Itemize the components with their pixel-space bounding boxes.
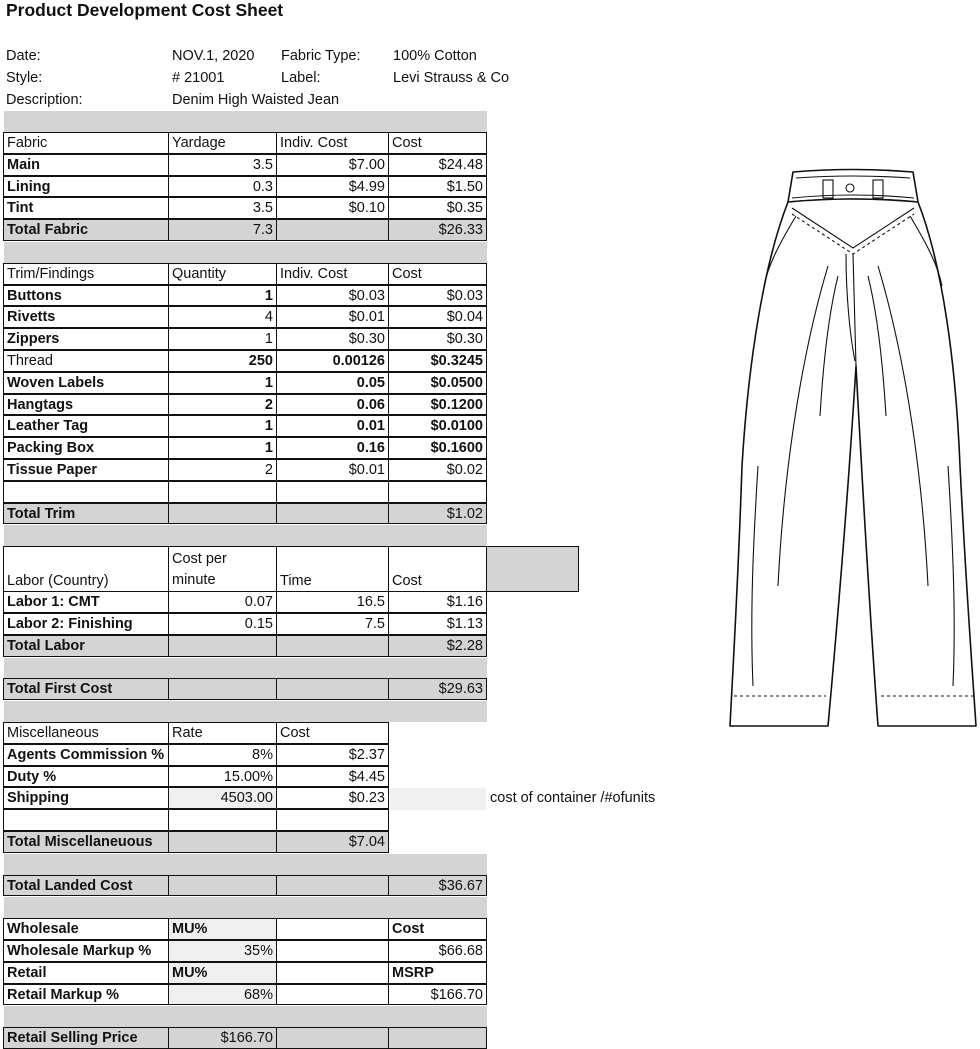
pricing-row-cell — [276, 962, 389, 984]
trim-row-cell: Woven Labels — [3, 372, 169, 394]
pricing-row-cell: Cost — [388, 918, 487, 940]
pricing-row-cell — [276, 984, 389, 1006]
description-label: Description: — [6, 92, 83, 108]
trim-row-cell: $0.0500 — [388, 372, 487, 394]
trim-row-cell: $0.30 — [276, 328, 389, 350]
total-landed-cost-cell: Total Landed Cost — [3, 875, 169, 897]
trim-row-cell: Hangtags — [3, 394, 169, 416]
style-label: Style: — [6, 70, 43, 86]
pricing-row-cell: 35% — [168, 940, 277, 962]
pricing-row-cell: 68% — [168, 984, 277, 1006]
pricing-row-cell: Retail — [3, 962, 169, 984]
fabric-row-cell: 3.5 — [168, 197, 277, 219]
trim-row-cell: $0.30 — [388, 328, 487, 350]
trim-row-cell: $0.0100 — [388, 415, 487, 437]
total-fabric-cell: $26.33 — [388, 219, 487, 241]
description-value: Denim High Waisted Jean — [172, 92, 340, 108]
total-labor-cell — [168, 635, 277, 657]
section-divider — [4, 242, 487, 263]
labor-row-cell: 7.5 — [276, 613, 389, 635]
misc-row-cell: Duty % — [3, 766, 169, 788]
misc-row-cell: $2.37 — [276, 744, 389, 766]
trim-row-cell: 0.16 — [276, 437, 389, 459]
pricing-row-cell: Wholesale Markup % — [3, 940, 169, 962]
misc-header-cell: Cost — [276, 722, 389, 744]
misc-row-cell: $0.23 — [276, 787, 389, 809]
misc-row-cell: Agents Commission % — [3, 744, 169, 766]
trim-row-cell: Leather Tag — [3, 415, 169, 437]
section-divider — [4, 854, 487, 875]
trim-row-cell: $0.1200 — [388, 394, 487, 416]
total-fabric-cell — [276, 219, 389, 241]
trim-row-cell: Tissue Paper — [3, 459, 169, 481]
page-title: Product Development Cost Sheet — [6, 0, 284, 20]
trim-row-cell: 1 — [168, 437, 277, 459]
date-label: Date: — [6, 48, 41, 64]
pricing-row-cell — [276, 940, 389, 962]
total-trim-cell — [168, 503, 277, 525]
trim-header-cell: Indiv. Cost — [276, 263, 389, 285]
labor-row-cell: Labor 2: Finishing — [3, 613, 169, 635]
trim-row-cell: 1 — [168, 285, 277, 307]
labor-row-cell: $1.13 — [388, 613, 487, 635]
retail-selling-price-cell — [276, 1027, 389, 1049]
total-trim-cell: $1.02 — [388, 503, 487, 525]
fabric-row-cell: $1.50 — [388, 176, 487, 198]
total-landed-cost-cell — [168, 875, 277, 897]
fabric-row-cell: Main — [3, 154, 169, 176]
section-divider — [4, 897, 487, 918]
style-value: # 21001 — [172, 70, 225, 86]
fabric-type-value: 100% Cotton — [393, 48, 477, 64]
trim-row-cell: $0.04 — [388, 306, 487, 328]
total-labor-cell: Total Labor — [3, 635, 169, 657]
trim-row-cell: Packing Box — [3, 437, 169, 459]
trim-row-cell: $0.01 — [276, 306, 389, 328]
trim-row-cell: Buttons — [3, 285, 169, 307]
misc-row-cell: 8% — [168, 744, 277, 766]
trim-row-cell: 0.01 — [276, 415, 389, 437]
fabric-row-cell: $0.10 — [276, 197, 389, 219]
trim-header-cell: Trim/Findings — [3, 263, 169, 285]
trim-row-cell: 0.06 — [276, 394, 389, 416]
total-first-cost-cell — [276, 678, 389, 700]
labor-header-cell: Labor (Country) — [3, 546, 169, 592]
trim-row-cell: 2 — [168, 459, 277, 481]
misc-header-cell: Miscellaneous — [3, 722, 169, 744]
misc-row-cell: Shipping — [3, 787, 169, 809]
fabric-header-cell: Fabric — [3, 132, 169, 154]
pricing-row-cell: $66.68 — [388, 940, 487, 962]
pricing-row-cell: MU% — [168, 962, 277, 984]
trim-row-cell: $0.02 — [388, 459, 487, 481]
total-fabric-cell: 7.3 — [168, 219, 277, 241]
brand-value: Levi Strauss & Co — [393, 70, 510, 86]
fabric-row-cell: 3.5 — [168, 154, 277, 176]
trim-row-cell: $0.01 — [276, 459, 389, 481]
total-first-cost-cell: $29.63 — [388, 678, 487, 700]
trim-row-cell: Zippers — [3, 328, 169, 350]
fabric-header-cell: Indiv. Cost — [276, 132, 389, 154]
trim-row-cell — [168, 481, 277, 503]
total-misc-cell: $7.04 — [276, 831, 389, 853]
total-first-cost-cell: Total First Cost — [3, 678, 169, 700]
trim-row-cell: 2 — [168, 394, 277, 416]
pricing-row-cell: MSRP — [388, 962, 487, 984]
total-landed-cost-cell — [276, 875, 389, 897]
fabric-row-cell: $4.99 — [276, 176, 389, 198]
trim-row-cell: 1 — [168, 372, 277, 394]
labor-row-cell: 0.07 — [168, 591, 277, 613]
retail-selling-price-cell: Retail Selling Price — [3, 1027, 169, 1049]
total-labor-cell: $2.28 — [388, 635, 487, 657]
fabric-row-cell: $0.35 — [388, 197, 487, 219]
trim-row-cell — [388, 481, 487, 503]
misc-row-cell — [168, 809, 277, 831]
labor-row-cell: $1.16 — [388, 591, 487, 613]
labor-row-cell: Labor 1: CMT — [3, 591, 169, 613]
total-misc-cell — [168, 831, 277, 853]
labor-row-cell: 0.15 — [168, 613, 277, 635]
pricing-row-cell: Retail Markup % — [3, 984, 169, 1006]
trim-header-cell: Cost — [388, 263, 487, 285]
retail-selling-price-cell — [388, 1027, 487, 1049]
retail-selling-price-cell: $166.70 — [168, 1027, 277, 1049]
labor-row-cell: 16.5 — [276, 591, 389, 613]
fabric-row-cell: Tint — [3, 197, 169, 219]
date-value: NOV.1, 2020 — [172, 48, 255, 64]
trim-row-cell — [276, 481, 389, 503]
labor-header-cell: Cost — [388, 546, 487, 592]
fabric-row-cell: $7.00 — [276, 154, 389, 176]
fabric-row-cell: $24.48 — [388, 154, 487, 176]
section-divider — [4, 701, 487, 722]
high-waisted-jean-sketch — [728, 166, 978, 736]
section-divider — [4, 1006, 487, 1027]
pricing-row-cell: $166.70 — [388, 984, 487, 1006]
pricing-row-cell: Wholesale — [3, 918, 169, 940]
misc-row-cell: $4.45 — [276, 766, 389, 788]
fabric-row-cell: Lining — [3, 176, 169, 198]
pricing-row-cell — [276, 918, 389, 940]
misc-row-cell: 4503.00 — [168, 787, 277, 809]
trim-row-cell: $0.03 — [276, 285, 389, 307]
total-misc-cell: Total Miscellaneuous — [3, 831, 169, 853]
total-labor-cell — [276, 635, 389, 657]
total-trim-cell: Total Trim — [3, 503, 169, 525]
fabric-header-cell: Yardage — [168, 132, 277, 154]
section-divider — [4, 111, 487, 132]
trim-row-cell: $0.3245 — [388, 350, 487, 372]
trim-row-cell: $0.1600 — [388, 437, 487, 459]
brand-label: Label: — [281, 70, 321, 86]
section-divider — [4, 525, 487, 546]
trim-header-cell: Quantity — [168, 263, 277, 285]
total-landed-cost-cell: $36.67 — [388, 875, 487, 897]
trim-row-cell: Thread — [3, 350, 169, 372]
total-first-cost-cell — [168, 678, 277, 700]
trim-row-cell — [3, 481, 169, 503]
total-trim-cell — [276, 503, 389, 525]
trim-row-cell: Rivetts — [3, 306, 169, 328]
trim-row-cell: 250 — [168, 350, 277, 372]
shipping-shade — [390, 788, 486, 810]
misc-row-cell — [276, 809, 389, 831]
pricing-row-cell: MU% — [168, 918, 277, 940]
misc-row-cell: 15.00% — [168, 766, 277, 788]
misc-row-cell — [3, 809, 169, 831]
fabric-row-cell: 0.3 — [168, 176, 277, 198]
fabric-header-cell: Cost — [388, 132, 487, 154]
trim-row-cell: 0.00126 — [276, 350, 389, 372]
trim-row-cell: $0.03 — [388, 285, 487, 307]
labor-header-cell: Cost per minute — [168, 546, 277, 592]
misc-header-cell: Rate — [168, 722, 277, 744]
section-divider — [4, 658, 487, 679]
shipping-note: cost of container /#ofunits — [490, 790, 656, 807]
trim-row-cell: 0.05 — [276, 372, 389, 394]
trim-row-cell: 4 — [168, 306, 277, 328]
trim-row-cell: 1 — [168, 415, 277, 437]
trim-row-cell: 1 — [168, 328, 277, 350]
labor-header-cell: Time — [276, 546, 389, 592]
total-fabric-cell: Total Fabric — [3, 219, 169, 241]
fabric-type-label: Fabric Type: — [281, 48, 361, 64]
labor-extra-cell — [486, 546, 579, 592]
